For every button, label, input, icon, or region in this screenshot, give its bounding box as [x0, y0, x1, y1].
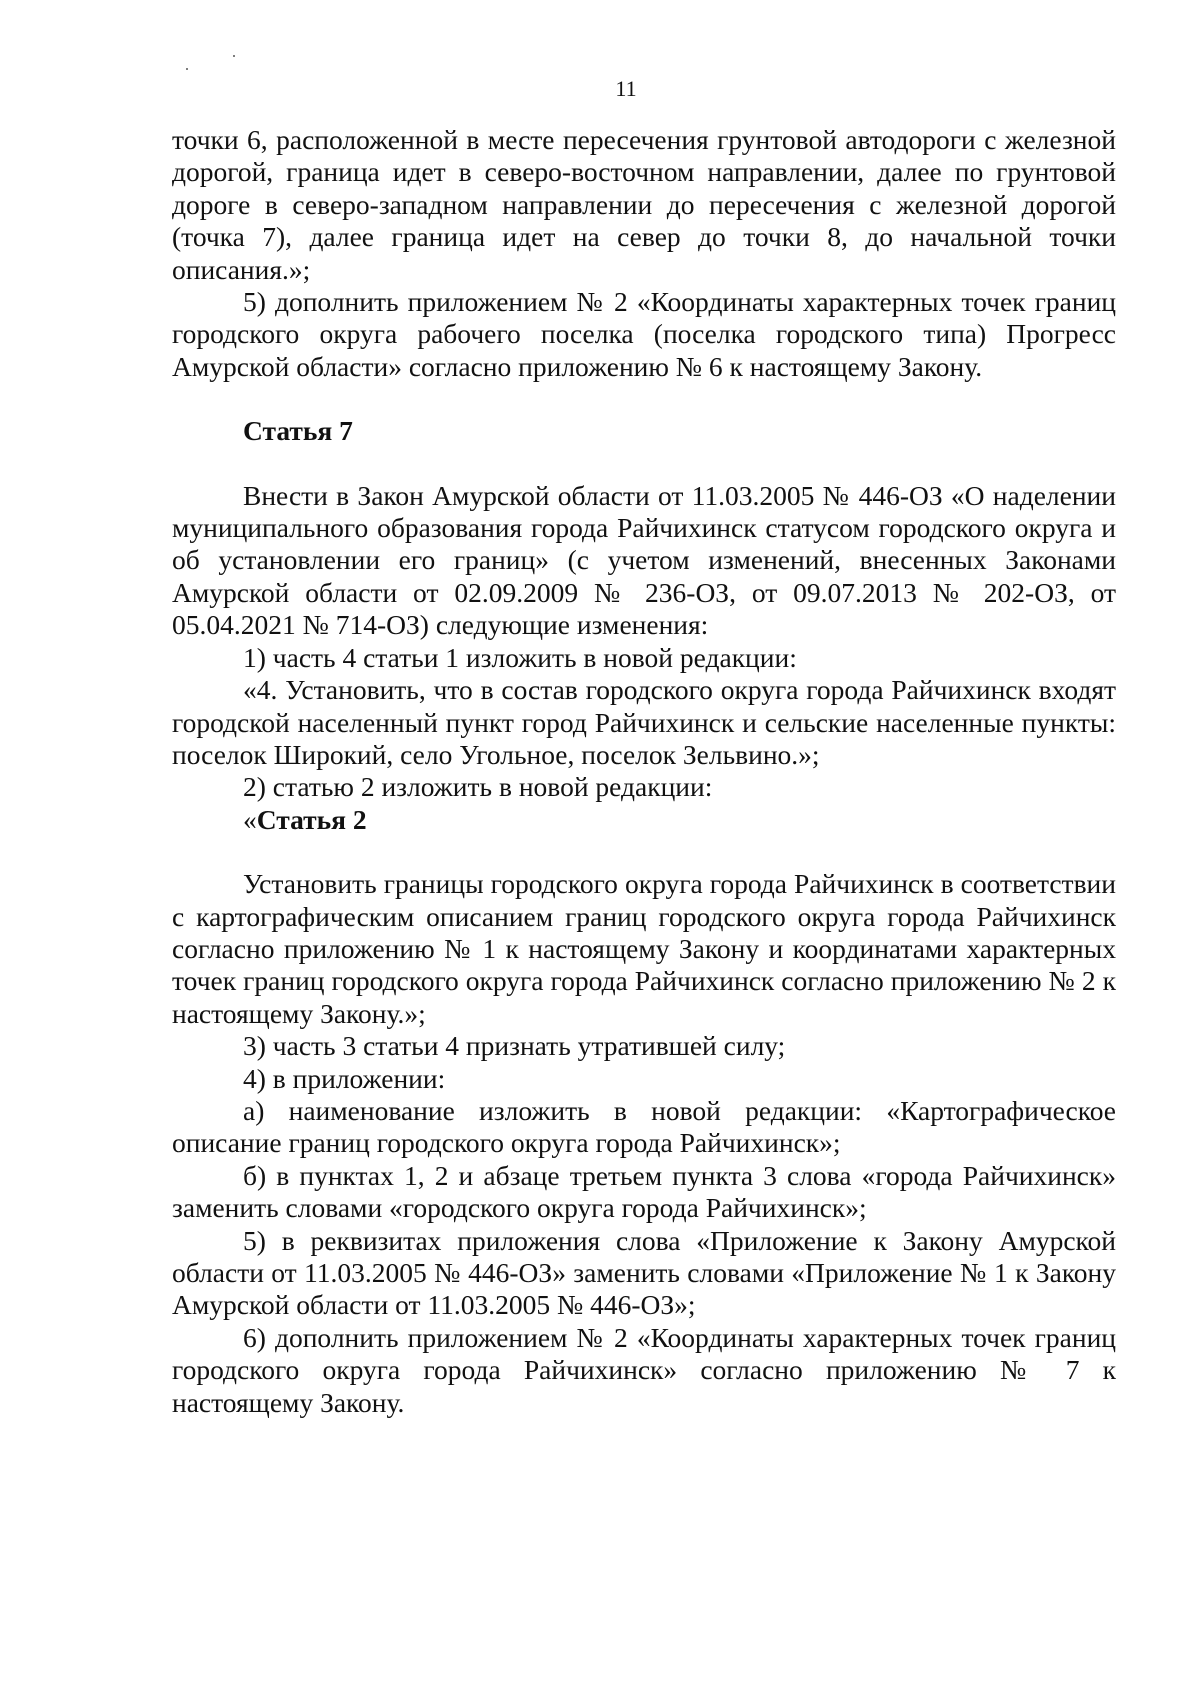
quoted-article-heading	[172, 804, 1116, 836]
article-heading-text: Статья 2	[256, 803, 367, 835]
paragraph: Установить границы городского округа города Райчихинск в соответствии с картографическим описанием границ городского округа города Райчихинск согласно приложению № 1 к настоящему Закону и координатами характерных точек границ городского округа города Райчихинск согласно приложению № 2 к настоящему Закону.»;	[172, 868, 1116, 1029]
document-body	[172, 124, 1116, 1419]
paragraph: 5) в реквизитах приложения слова «Приложение к Закону Амурской области от 11.03.2005 № 446-ОЗ» заменить словами «Приложение № 1 к Закону Амурской области от 11.03.2005 № 446-ОЗ»;	[172, 1224, 1116, 1321]
scan-speck	[186, 68, 188, 70]
page-number: 11	[615, 76, 637, 101]
paragraph: 2) статью 2 изложить в новой редакции:	[243, 771, 713, 803]
paragraph: Внести в Закон Амурской области от 11.03.2005 № 446-ОЗ «О наделении муниципального образования города Райчихинск статусом городского округа и об установлении его границ» (с учетом изменений, внесенных Законами Амурской области от 02.09.2009 № 236-ОЗ, от 09.07.2013 № 202-ОЗ, от 05.04.2021 № 714-ОЗ) следующие изменения:	[172, 479, 1116, 641]
paragraph: 3) часть 3 статьи 4 признать утратившей силу;	[243, 1030, 786, 1062]
paragraph: б) в пунктах 1, 2 и абзаце третьем пункта 3 слова «города Райчихинск» заменить словами «городского округа города Райчихинск»;	[172, 1159, 1116, 1224]
paragraph: точки 6, расположенной в месте пересечения грунтовой автодороги с железной дорогой, граница идет в северо-восточном направлении, далее по грунтовой дороге в северо-западном направлении до пересечения с железной дорогой (точка 7), далее граница идет на север до точки 8, до начальной точки описания.»;	[172, 124, 1116, 285]
paragraph: «4. Установить, что в состав городского округа города Райчихинск входят городской населенный пункт город Райчихинск и сельские населенные пункты: поселок Широкий, село Угольное, поселок Зельвино.»;	[172, 674, 1116, 770]
opening-quote: «	[243, 803, 257, 835]
spacer	[172, 383, 1116, 415]
paragraph: 5) дополнить приложением № 2 «Координаты характерных точек границ городского округа рабочего поселка (поселка городского типа) Прогресс Амурской области» согласно приложению № 6 к настоящему Закону.	[172, 286, 1116, 382]
paragraph: 1) часть 4 статьи 1 изложить в новой редакции:	[243, 641, 797, 673]
paragraph: 6) дополнить приложением № 2 «Координаты характерных точек границ городского округа города Райчихинск» согласно приложению № 7 к настоящему Закону.	[172, 1321, 1116, 1418]
paragraph: а) наименование изложить в новой редакции: «Картографическое описание границ городского округа города Райчихинск»;	[172, 1094, 1116, 1159]
paragraph: 4) в приложении:	[243, 1062, 446, 1094]
scan-speck	[233, 55, 235, 57]
article-heading: Статья 7	[243, 415, 353, 447]
spacer	[172, 836, 1116, 868]
spacer	[172, 448, 1116, 480]
